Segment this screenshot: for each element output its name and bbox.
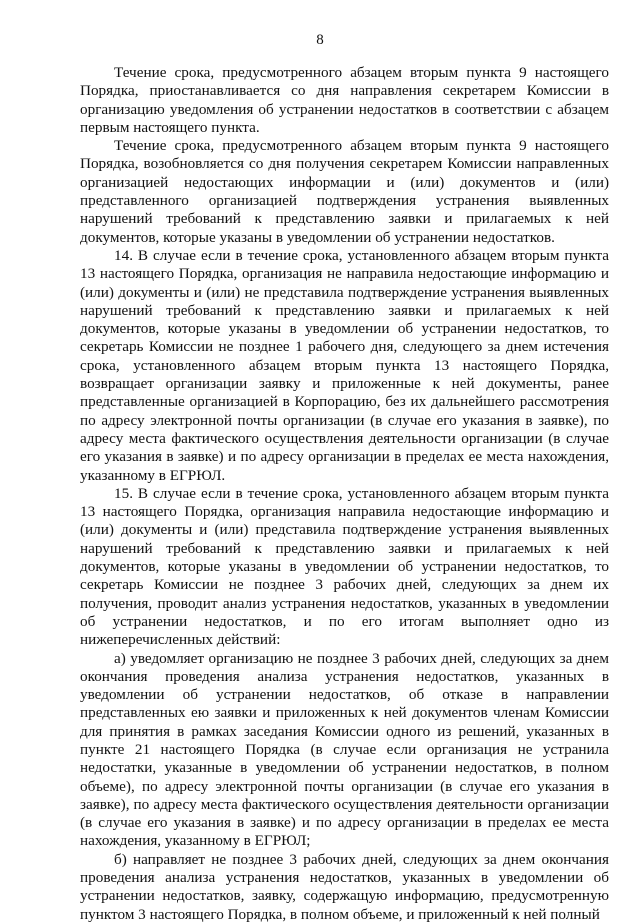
- document-body: [80, 64, 609, 924]
- paragraph-2: Течение срока, предусмотренного абзацем вторым пункта 9 настоящего Порядка, возобновляется со дня получения секретарем Комиссии направленных организацией недостающих информации и (или) документов и (или) представленного организацией подтверждения устранения выявленных нарушений требований к представлению заявки и прилагаемых к ней документов, которые указаны в уведомлении об устранении недостатков.: [80, 137, 609, 246]
- paragraph-14: 14. В случае если в течение срока, установленного абзацем вторым пункта 13 настоящего Порядка, организация не направила недостающие информацию и (или) документы и (или) не представила подтверждение устранения выявленных нарушений требований к представлению заявки и прилагаемых к ней документов, которые указаны в уведомлении об устранении недостатков, то секретарь Комиссии не позднее 1 рабочего дня, следующего за днем истечения срока, установленного абзацем вторым пункта 13 настоящего Порядка, возвращает организации заявку и приложенные к ней документы, ранее представленные организацией в Корпорацию, без их дальнейшего рассмотрения по адресу электронной почты организации (в случае его указания в заявке), по адресу места фактического осуществления деятельности организации (в случае его указания в заявке) и по адресу организации в пределах ее места нахождения, указанному в ЕГРЮЛ.: [80, 246, 609, 484]
- subparagraph-a: а) уведомляет организацию не позднее 3 рабочих дней, следующих за днем окончания проведения анализа устранения недостатков, указанных в уведомлении об устранении недостатков, об отказе в направлении представленных ею заявки и приложенных к ней документов членам Комиссии для принятия в рамках заседания Комиссии одного из решений, указанных в пункте 21 настоящего Порядка (в случае если организация не устранила недостатки, указанные в уведомлении об устранении недостатков, в полном объеме), по адресу электронной почты организации (в случае его указания в заявке), по адресу места фактического осуществления деятельности организации (в случае его указания в заявке) и по адресу организации в пределах ее места нахождения, указанному в ЕГРЮЛ;: [80, 649, 609, 850]
- paragraph-15: 15. В случае если в течение срока, установленного абзацем вторым пункта 13 настоящего Порядка, организация направила недостающие информацию и (или) документы и (или) представила подтверждение устранения выявленных нарушений требований к представлению заявки и прилагаемых к ней документов, которые указаны в уведомлении об устранении недостатков, то секретарь Комиссии не позднее 3 рабочих дней, следующих за днем их получения, проводит анализ устранения недостатков, указанных в уведомлении об устранении недостатков, и по его итогам выполняет одно из нижеперечисленных действий:: [80, 484, 609, 649]
- paragraph-1: Течение срока, предусмотренного абзацем вторым пункта 9 настоящего Порядка, приостанавливается со дня направления секретарем Комиссии в организацию уведомления об устранении недостатков в соответствии с абзацем первым настоящего пункта.: [80, 64, 609, 136]
- page-number: 8: [316, 32, 324, 48]
- subparagraph-b: б) направляет не позднее 3 рабочих дней, следующих за днем окончания проведения анализа устранения недостатков, указанных в уведомлении об устранении недостатков, заявку, содержащую информацию, предусмотренную пунктом 3 настоящего Порядка, в полном объеме, и приложенный к ней полный: [80, 850, 609, 923]
